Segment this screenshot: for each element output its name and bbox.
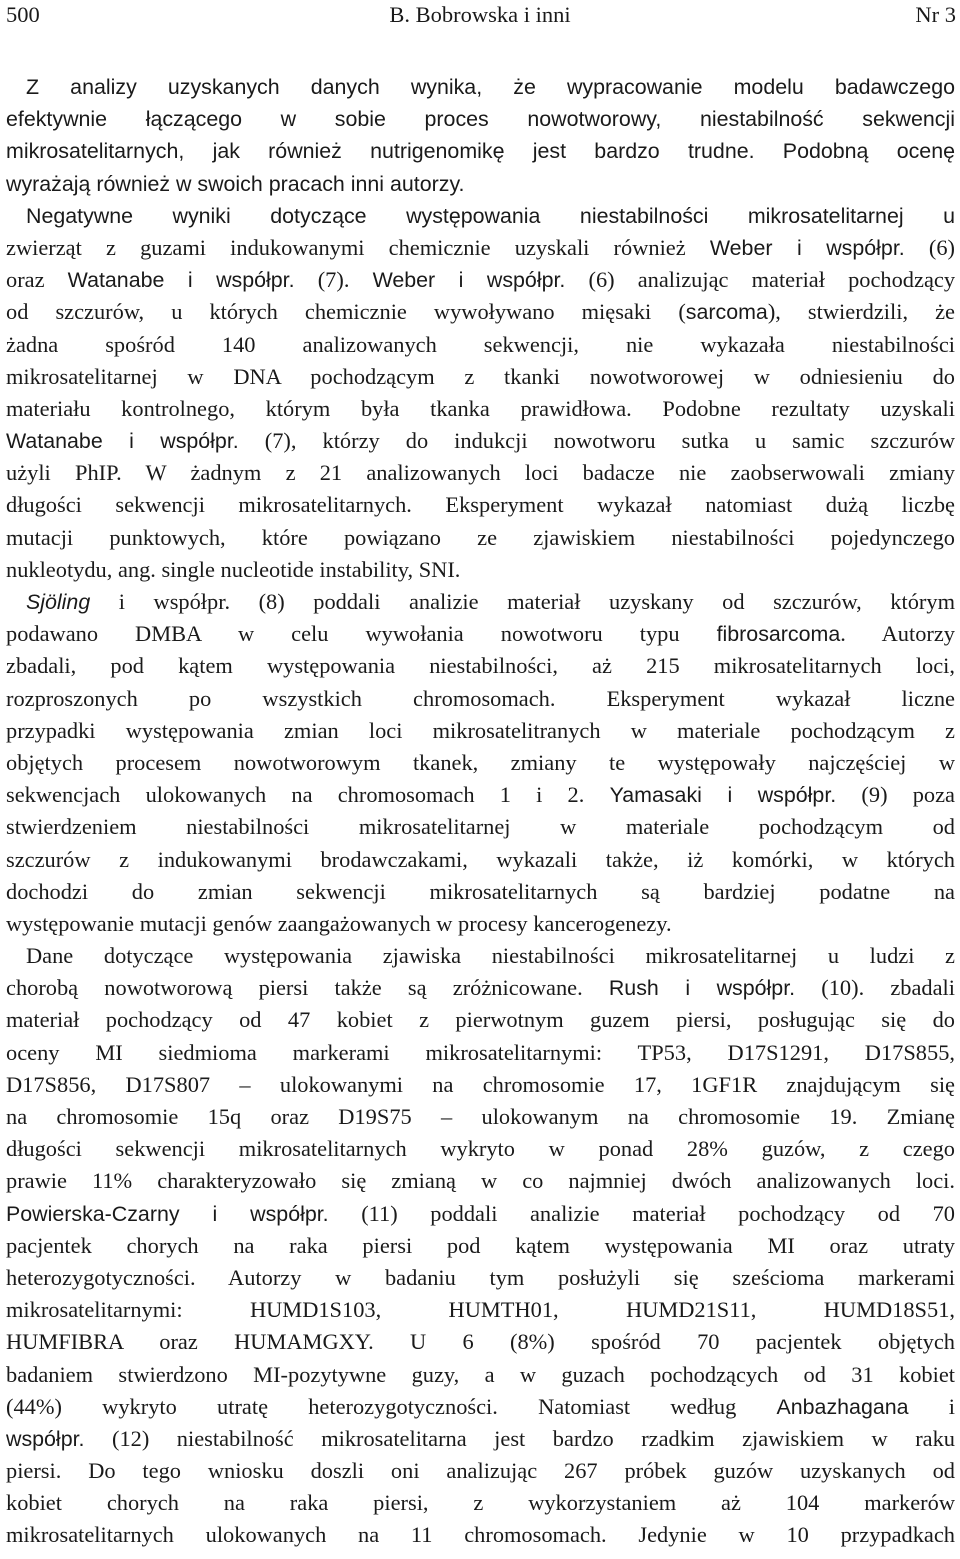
text-run: i współpr. (8) poddali analizie materiał uzyskany od szczurów, którym [90,589,955,614]
text-run: materiału kontrolnego, którym była tkanka prawidłowa. Podobne rezultaty uzyskali [6,395,955,421]
text-run: Sjöling [26,590,91,614]
text-run: HUMFIBRA oraz HUMAMGXY. U 6 (8%) spośród 70 pacjentek objętych [6,1329,955,1355]
text-run: Negatywne wyniki dotyczące występowania niestabilności mikrosatelitarnej u [26,203,955,228]
text-run: Watanabe i współpr. [67,268,295,293]
text-run: Powierska-Czarny i współpr. [6,1201,329,1226]
text-run: rozproszonych po wszystkich chromosomach. Eksperyment wykazał liczne [6,685,955,711]
text-run: użyli PhIP. W żadnym z 21 analizowanych loci badacze nie zaobserwowali zmiany [6,460,955,486]
text-line [6,940,955,972]
page-number: 500 [6,2,40,27]
text-line [6,1487,955,1519]
text-line [6,844,955,876]
text-line [6,1133,955,1165]
text-line [6,1391,955,1423]
text-run: fibrosarcoma [716,622,841,647]
text-line [6,1004,955,1036]
text-run: Rush i współpr. [608,976,796,1001]
text-line [6,232,955,264]
text-run: efektywnie łączącego w sobie proces nowotworowy, niestabilność sekwencji [6,107,955,132]
text-run: przypadki występowania zmian loci mikrosatelitranych w materiale pochodzącym z [6,717,955,743]
text-run: Yamasaki i współpr. [609,783,837,808]
text-run: Dane dotyczące występowania zjawiska niestabilności mikrosatelitarnej u ludzi z [26,943,955,969]
text-run: oraz [6,267,68,293]
text-run: sekwencjach ulokowanych na chromosomach 1 i 2. [6,782,610,808]
article-body [6,71,955,1552]
text-line [6,361,955,393]
text-run: podawano DMBA w celu wywołania nowotworu typu [6,621,717,647]
text-line [6,489,955,521]
text-line [6,779,955,811]
text-run: prawie 11% charakteryzowało się zmianą w co najmniej dwóch analizowanych loci. [6,1168,955,1194]
text-line [6,1037,955,1069]
text-run: (7). [294,267,373,293]
text-run: heterozygotyczności. Autorzy w badaniu tym posłużyli się sześcioma markerami [6,1264,955,1290]
text-line [6,71,955,103]
text-run: D17S856, D17S807 – ulokowanymi na chromosomie 17, 1GF1R znajdującym się [6,1071,955,1097]
text-line [6,1198,955,1230]
text-line [6,715,955,747]
text-run: nukleotydu, ang. single nucleotide instability, SNI. [6,556,461,582]
text-line [6,1069,955,1101]
text-run: materiał pochodzący od 47 kobiet z pierwotnym guzem piersi, posługując się do [6,1007,955,1033]
text-run: pacjentek chorych na raka piersi pod kątem występowania MI oraz utraty [6,1232,955,1258]
text-run: badaniem stwierdzono MI-pozytywne guzy, a w guzach pochodzących od 31 kobiet [6,1361,955,1387]
text-line [6,457,955,489]
text-line [6,296,955,328]
text-run: wyrażają również w swoich pracach inni autorzy. [6,171,465,196]
text-line [6,876,955,908]
text-run: Anbazhagana [776,1394,909,1419]
text-run: od szczurów, u których chemicznie wywoływano mięsaki ( [6,299,686,325]
text-line [6,683,955,715]
text-line [6,135,955,167]
text-run: mikrosatelitarnymi: HUMD1S103, HUMTH01, HUMD21S11, HUMD18S51, [6,1297,955,1323]
text-line [6,393,955,425]
text-line [6,522,955,554]
text-line [6,1326,955,1358]
text-run: . Autorzy [840,621,955,647]
text-run: Watanabe i współpr. [6,429,239,454]
text-run: chorobą nowotworową piersi także są zróżnicowane. [6,975,609,1001]
text-line [6,168,955,200]
text-run: (10). zbadali [795,975,955,1001]
text-line [6,554,955,586]
text-run: (11) poddali analizie materiał pochodzący od 70 [328,1200,955,1226]
text-run: Weber i współpr. [709,235,905,260]
text-run: (6) analizując materiał pochodzący [565,267,955,293]
text-run: piersi. Do tego wniosku doszli oni analizując 267 próbek guzów uzyskanych od [6,1458,955,1484]
text-run: długości sekwencji mikrosatelitarnych. Eksperyment wykazał natomiast dużą liczbę [6,492,955,518]
text-line [6,1519,955,1551]
text-line [6,586,955,618]
text-run: (12) niestabilność mikrosatelitarna jest bardzo rzadkim zjawiskiem w raku [84,1425,955,1451]
text-line [6,329,955,361]
text-line [6,747,955,779]
text-run: sarcoma [685,300,768,325]
text-run: mutacji punktowych, które powiązano ze zjawiskiem niestabilności pojedynczego [6,524,955,550]
text-run: zwierząt z guzami indukowanymi chemicznie uzyskali również [6,234,710,260]
text-run: szczurów z indukowanymi brodawczakami, wykazali także, iż komórki, w których [6,846,955,872]
text-run: objętych procesem nowotworowym tkanek, zmiany te występowały najczęściej w [6,749,955,775]
text-line [6,1359,955,1391]
text-run: długości sekwencji mikrosatelitarnych wykryto w ponad 28% guzów, z czego [6,1136,955,1162]
text-line [6,618,955,650]
text-line [6,908,955,940]
issue-number: Nr 3 [915,2,956,27]
text-run: (9) poza [836,782,955,808]
text-run: żadna spośród 140 analizowanych sekwencji, nie wykazała niestabilności [6,331,955,357]
running-title: B. Bobrowska i inni [389,2,571,27]
text-line [6,1101,955,1133]
text-run: (44%) wykryto utratę heterozygotyczności. Natomiast według [6,1393,777,1419]
text-run: mikrosatelitarnych ulokowanych na 11 chromosomach. Jedynie w 10 przypadkach [6,1522,955,1548]
text-line [6,1165,955,1197]
text-line [6,425,955,457]
text-run: zbadali, pod kątem występowania niestabilności, aż 215 mikrosatelitarnych loci, [6,653,955,679]
text-run: i [908,1393,955,1419]
text-line [6,811,955,843]
text-run: (7), którzy do indukcji nowotworu sutka u samic szczurów [238,428,955,454]
text-run: Z analizy uzyskanych danych wynika, że wypracowanie modelu badawczego [26,75,955,99]
text-run: mikrosatelitarnych, jak również nutrigenomikę jest bardzo trudne. Podobną ocenę [6,139,955,164]
text-line [6,264,955,296]
text-line [6,200,955,232]
running-header [0,0,960,34]
text-run: stwierdzeniem niestabilności mikrosatelitarnej w materiale pochodzącym od [6,814,955,840]
text-run: współpr. [6,1426,85,1451]
text-run: kobiet chorych na raka piersi, z wykorzystaniem aż 104 markerów [6,1490,955,1516]
text-run: Weber i współpr. [372,268,566,293]
text-line [6,103,955,135]
text-line [6,1423,955,1455]
text-run: występowanie mutacji genów zaangażowanych w procesy kancerogenezy. [6,910,672,936]
text-run: dochodzi do zmian sekwencji mikrosatelitarnych są bardziej podatne na [6,878,955,904]
text-run: na chromosomie 15q oraz D19S75 – ulokowanym na chromosomie 19. Zmianę [6,1104,955,1129]
text-run: oceny MI siedmioma markerami mikrosatelitarnymi: TP53, D17S1291, D17S855, [6,1039,955,1065]
text-run: ), stwierdzili, że [767,299,955,325]
text-line [6,1455,955,1487]
text-line [6,972,955,1004]
text-run: mikrosatelitarnej w DNA pochodzącym z tkanki nowotworowej w odniesieniu do [6,363,955,389]
text-line [6,650,955,682]
text-line [6,1294,955,1326]
text-line [6,1230,955,1262]
text-run: (6) [904,234,955,260]
text-line [6,1262,955,1294]
